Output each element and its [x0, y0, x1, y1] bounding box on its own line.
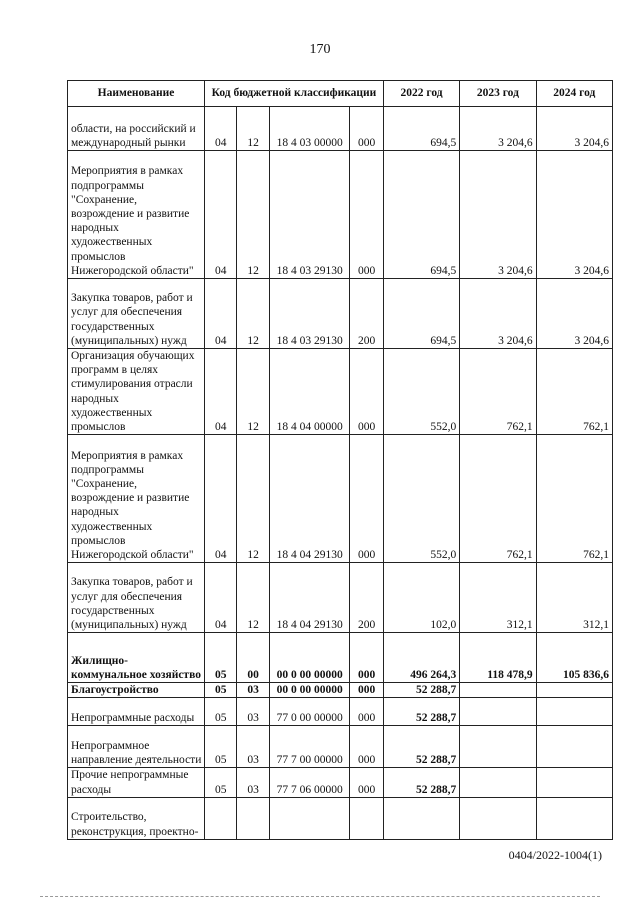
- row-expense-type-code: [350, 797, 384, 839]
- row-name: Организация обучающих программ в целях стимулирования отрасли народных художественных промыслов: [68, 349, 205, 435]
- row-name: области, на российский и международный рынки: [68, 107, 205, 151]
- row-target-code: 77 7 00 00000: [269, 726, 350, 768]
- table-row: [68, 797, 613, 839]
- row-expense-type-code: 000: [350, 633, 384, 683]
- header-code: Код бюджетной классификации: [205, 81, 384, 107]
- row-expense-type-code: 000: [350, 435, 384, 563]
- row-value-2022: 694,5: [383, 151, 459, 279]
- row-name: Строительство, реконструкция, проектно-: [68, 797, 205, 839]
- row-value-2024: 312,1: [536, 563, 612, 633]
- row-value-2023: [460, 797, 536, 839]
- row-section-code: 05: [205, 726, 237, 768]
- row-name: Непрограммные расходы: [68, 698, 205, 726]
- row-section-code: 04: [205, 349, 237, 435]
- row-subsection-code: 00: [237, 633, 269, 683]
- row-section-code: [205, 797, 237, 839]
- row-name: Непрограммное направление деятельности: [68, 726, 205, 768]
- row-subsection-code: 12: [237, 279, 269, 349]
- budget-table: [67, 80, 613, 840]
- table-row: [68, 683, 613, 698]
- row-value-2024: 3 204,6: [536, 151, 612, 279]
- row-expense-type-code: 000: [350, 107, 384, 151]
- row-target-code: 77 0 00 00000: [269, 698, 350, 726]
- row-value-2023: 3 204,6: [460, 279, 536, 349]
- row-value-2022: 52 288,7: [383, 683, 459, 698]
- row-value-2023: 118 478,9: [460, 633, 536, 683]
- header-name: Наименование: [68, 81, 205, 107]
- row-name: Закупка товаров, работ и услуг для обеспечения государственных (муниципальных) нужд: [68, 563, 205, 633]
- row-value-2022: 694,5: [383, 107, 459, 151]
- row-target-code: 18 4 03 00000: [269, 107, 350, 151]
- row-target-code: 00 0 00 00000: [269, 683, 350, 698]
- row-value-2023: [460, 726, 536, 768]
- row-value-2022: 102,0: [383, 563, 459, 633]
- row-expense-type-code: 000: [350, 683, 384, 698]
- row-value-2024: 105 836,6: [536, 633, 612, 683]
- row-section-code: 05: [205, 698, 237, 726]
- row-value-2022: 52 288,7: [383, 768, 459, 797]
- row-value-2022: 52 288,7: [383, 726, 459, 768]
- row-section-code: 05: [205, 633, 237, 683]
- row-expense-type-code: 000: [350, 349, 384, 435]
- row-value-2023: [460, 768, 536, 797]
- table-header-row: [68, 81, 613, 107]
- row-value-2024: [536, 698, 612, 726]
- row-subsection-code: 12: [237, 349, 269, 435]
- row-target-code: 18 4 03 29130: [269, 279, 350, 349]
- row-subsection-code: 03: [237, 683, 269, 698]
- row-section-code: 04: [205, 563, 237, 633]
- row-section-code: 04: [205, 151, 237, 279]
- row-target-code: 77 7 06 00000: [269, 768, 350, 797]
- table-row: [68, 633, 613, 683]
- row-subsection-code: [237, 797, 269, 839]
- row-value-2023: 762,1: [460, 349, 536, 435]
- row-value-2022: 694,5: [383, 279, 459, 349]
- row-subsection-code: 12: [237, 563, 269, 633]
- row-value-2023: 3 204,6: [460, 107, 536, 151]
- row-target-code: [269, 797, 350, 839]
- row-expense-type-code: 200: [350, 279, 384, 349]
- header-2023: 2023 год: [460, 81, 536, 107]
- row-expense-type-code: 200: [350, 563, 384, 633]
- row-target-code: 18 4 04 00000: [269, 349, 350, 435]
- row-target-code: 18 4 04 29130: [269, 435, 350, 563]
- row-section-code: 04: [205, 279, 237, 349]
- row-value-2024: 3 204,6: [536, 279, 612, 349]
- row-value-2024: 762,1: [536, 349, 612, 435]
- row-value-2024: [536, 768, 612, 797]
- header-2022: 2022 год: [383, 81, 459, 107]
- table-row: [68, 435, 613, 563]
- row-value-2022: 496 264,3: [383, 633, 459, 683]
- table-body: [68, 107, 613, 840]
- table-row: [68, 768, 613, 797]
- row-subsection-code: 03: [237, 768, 269, 797]
- row-value-2023: 312,1: [460, 563, 536, 633]
- row-value-2024: 3 204,6: [536, 107, 612, 151]
- row-value-2022: 552,0: [383, 435, 459, 563]
- row-value-2023: 3 204,6: [460, 151, 536, 279]
- row-value-2022: 52 288,7: [383, 698, 459, 726]
- table-row: [68, 698, 613, 726]
- page-number: 170: [309, 42, 331, 57]
- row-section-code: 05: [205, 683, 237, 698]
- row-value-2022: 552,0: [383, 349, 459, 435]
- row-name: Жилищно-коммунальное хозяйство: [68, 633, 205, 683]
- table-row: [68, 151, 613, 279]
- table-row: [68, 107, 613, 151]
- row-value-2024: 762,1: [536, 435, 612, 563]
- row-name: Прочие непрограммные расходы: [68, 768, 205, 797]
- row-subsection-code: 12: [237, 435, 269, 563]
- table-row: [68, 563, 613, 633]
- document-code: 0404/2022-1004(1): [508, 848, 602, 862]
- row-section-code: 04: [205, 107, 237, 151]
- row-expense-type-code: 000: [350, 726, 384, 768]
- row-section-code: 05: [205, 768, 237, 797]
- row-value-2024: [536, 683, 612, 698]
- row-name: Закупка товаров, работ и услуг для обеспечения государственных (муниципальных) нужд: [68, 279, 205, 349]
- table-row: [68, 726, 613, 768]
- row-subsection-code: 03: [237, 698, 269, 726]
- row-subsection-code: 12: [237, 107, 269, 151]
- row-value-2024: [536, 797, 612, 839]
- row-value-2023: [460, 683, 536, 698]
- row-name: Мероприятия в рамках подпрограммы "Сохранение, возрождение и развитие народных художественных промыслов Нижегородской области": [68, 435, 205, 563]
- row-value-2023: 762,1: [460, 435, 536, 563]
- row-subsection-code: 12: [237, 151, 269, 279]
- row-subsection-code: 03: [237, 726, 269, 768]
- row-name: Благоустройство: [68, 683, 205, 698]
- row-value-2024: [536, 726, 612, 768]
- row-name: Мероприятия в рамках подпрограммы "Сохранение, возрождение и развитие народных художественных промыслов Нижегородской области": [68, 151, 205, 279]
- row-target-code: 18 4 03 29130: [269, 151, 350, 279]
- bottom-divider: [40, 896, 600, 897]
- table-row: [68, 349, 613, 435]
- row-expense-type-code: 000: [350, 768, 384, 797]
- row-expense-type-code: 000: [350, 698, 384, 726]
- row-value-2023: [460, 698, 536, 726]
- row-section-code: 04: [205, 435, 237, 563]
- header-2024: 2024 год: [536, 81, 612, 107]
- row-target-code: 00 0 00 00000: [269, 633, 350, 683]
- row-value-2022: [383, 797, 459, 839]
- table-row: [68, 279, 613, 349]
- row-expense-type-code: 000: [350, 151, 384, 279]
- row-target-code: 18 4 04 29130: [269, 563, 350, 633]
